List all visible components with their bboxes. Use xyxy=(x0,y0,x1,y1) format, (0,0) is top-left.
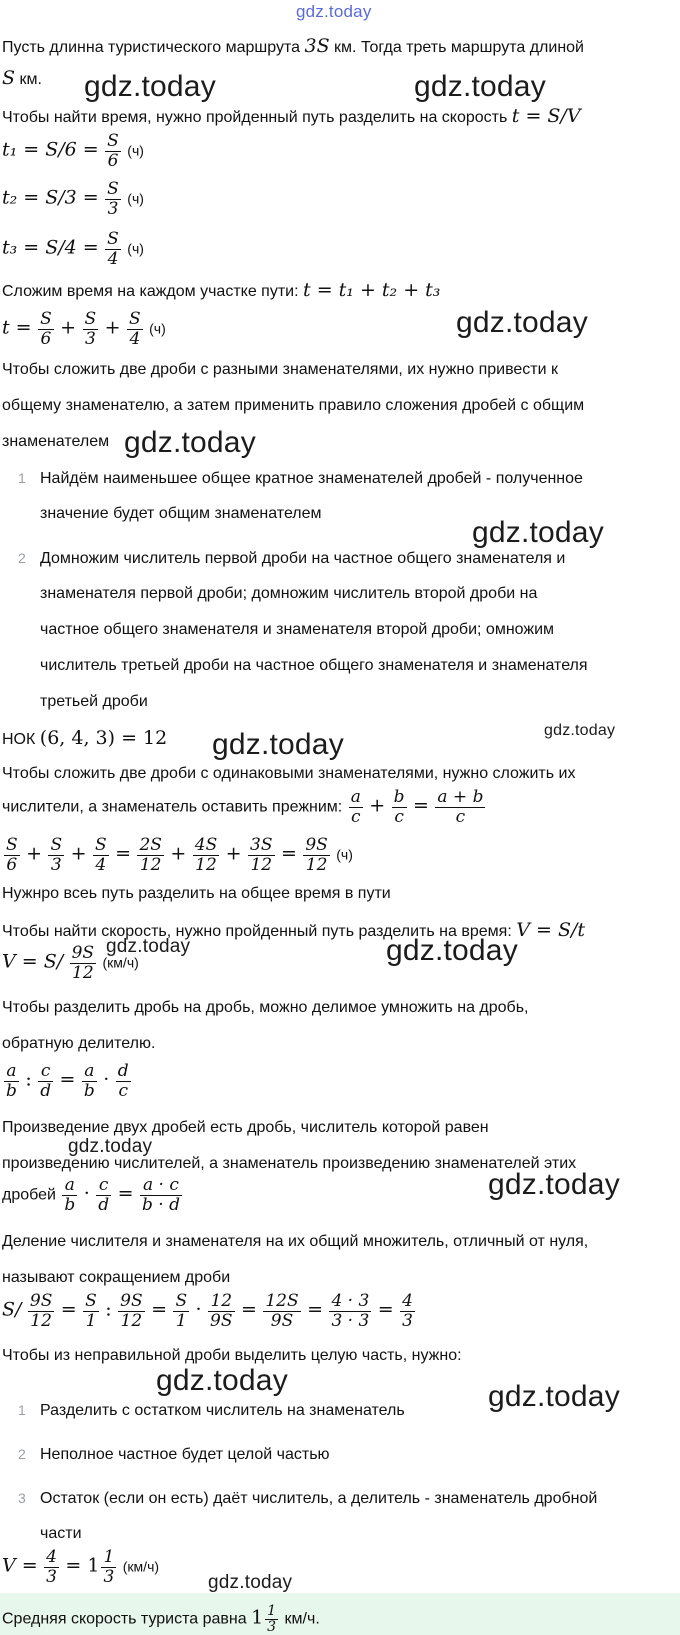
list-item: 1 Разделить с остатком числитель на знаменатель xyxy=(18,1402,405,1419)
text-line: Чтобы найти скорость, нужно пройденный путь разделить на время: V = S/t xyxy=(2,919,585,941)
formula-sum-common: $\frac{S}{6}$ + $\frac{S}{3}$ + $\frac{S}{4}$ = $\frac{2S}{12}$ + $\frac{4S}{12}$ + $\frac{3S}{12}$ = $\frac{9S}{12}$ (ч) xyxy=(6,835,353,875)
list-item-cont: знаменателя первой дроби; домножим числитель второй дроби на xyxy=(40,585,538,602)
formula-divide: $\frac{a}{b}$ : $\frac{c}{d}$ = $\frac{a}{b}$ · $\frac{d}{c}$ xyxy=(6,1061,129,1101)
text-line: общему знаменателю, а затем применить правило сложения дробей с общим xyxy=(2,397,585,414)
list-item: 2 Неполное частное будет целой частью xyxy=(18,1446,330,1463)
watermark: gdz.today xyxy=(414,70,546,103)
header-watermark: gdz.today xyxy=(296,2,372,21)
formula-nok: НОК (6, 4, 3) = 12 xyxy=(2,727,168,749)
list-item: 3 Остаток (если он есть) даёт числитель, а делитель - знаменатель дробной xyxy=(18,1490,598,1507)
formula-t2: t₂ = S/3 = $\frac{S}{3}$ (ч) xyxy=(2,179,144,219)
text-line: называют сокращением дроби xyxy=(2,1269,231,1286)
answer-line: Средняя скорость туриста равна 1 $\frac{1}{3}$ км/ч. xyxy=(2,1603,320,1635)
formula-reduce: S/ $\frac{9S}{12}$ = $\frac{S}{1}$ : $\frac{9S}{12}$ = $\frac{S}{1}$ · $\frac{12}{9S}$ = $\frac{12S}{9S}$ = $\frac{4 \cdot 3}{3 \cdot 3}$ = $\frac{4}{3}$ xyxy=(2,1291,413,1331)
formula-v: V = S/ $\frac{9S}{12}$ (км/ч) xyxy=(2,943,139,983)
list-item: 2 Домножим числитель первой дроби на частное общего знаменателя и xyxy=(18,550,566,567)
watermark: gdz.today xyxy=(208,1572,293,1593)
text-line: Пусть длинна туристического маршрута 3S км. Тогда треть маршрута длиной xyxy=(2,35,584,57)
text-line: Чтобы сложить две дроби с одинаковыми знаменателями, нужно сложить их xyxy=(2,765,576,782)
watermark: gdz.today xyxy=(68,1136,153,1157)
list-item-cont: числитель третьей дроби на частное общего знаменателя и знаменателя xyxy=(40,657,588,674)
watermark: gdz.today xyxy=(544,722,616,739)
text-line: Сложим время на каждом участке пути: t = t₁ + t₂ + t₃ xyxy=(2,279,441,301)
text-line: S км. xyxy=(2,67,42,89)
text-line: Нужнро всеь путь разделить на общее время в пути xyxy=(2,885,391,902)
list-item-cont: частное общего знаменателя и знаменателя второй дроби; омножим xyxy=(40,621,555,638)
text-line: произведению числителей, а знаменатель произведению знаменателей этих xyxy=(2,1155,577,1172)
watermark: gdz.today xyxy=(156,1364,288,1397)
text-line: Чтобы из неправильной дроби выделить целую часть, нужно: xyxy=(2,1347,462,1364)
text-line: Чтобы разделить дробь на дробь, можно делимое умножить на дробь, xyxy=(2,999,529,1016)
watermark: gdz.today xyxy=(488,1380,620,1413)
text-line: Чтобы найти время, нужно пройденный путь разделить на скорость t = S/V xyxy=(2,105,581,127)
text-line: знаменателем xyxy=(2,433,110,450)
formula-t-sum: t = $\frac{S}{6}$ + $\frac{S}{3}$ + $\frac{S}{4}$ (ч) xyxy=(2,309,166,349)
watermark: gdz.today xyxy=(472,516,604,549)
watermark: gdz.today xyxy=(106,936,191,957)
watermark: gdz.today xyxy=(84,70,216,103)
text-line: Произведение двух дробей есть дробь, числитель которой равен xyxy=(2,1119,489,1136)
list-item-cont: части xyxy=(40,1525,82,1542)
text-line: Деление числителя и знаменателя на их общий множитель, отличный от нуля, xyxy=(2,1233,589,1250)
text-line: Чтобы сложить две дроби с разными знаменателями, их нужно привести к xyxy=(2,361,559,378)
watermark: gdz.today xyxy=(212,728,344,761)
list-item-cont: третьей дроби xyxy=(40,693,148,710)
watermark: gdz.today xyxy=(386,934,518,967)
list-item: 1 Найдём наименьшее общее кратное знаменателей дробей - полученное xyxy=(18,470,583,487)
formula-same-denominator: числители, а знаменатель оставить прежним: $\frac{a}{c}$ + $\frac{b}{c}$ = $\frac{a + b}{c}$ xyxy=(2,787,484,827)
formula-product: дробей $\frac{a}{b}$ · $\frac{c}{d}$ = $\frac{a \cdot c}{b \cdot d}$ xyxy=(2,1175,180,1215)
formula-t3: t₃ = S/4 = $\frac{S}{4}$ (ч) xyxy=(2,229,144,269)
watermark: gdz.today xyxy=(456,306,588,339)
formula-v-final: V = $\frac{4}{3}$ = 1 $\frac{1}{3}$ (км/ч) xyxy=(2,1547,160,1587)
formula-t1: t₁ = S/6 = $\frac{S}{6}$ (ч) xyxy=(2,131,144,171)
list-item-cont: значение будет общим знаменателем xyxy=(40,505,322,522)
watermark: gdz.today xyxy=(124,426,256,459)
watermark: gdz.today xyxy=(488,1168,620,1201)
text-line: обратную делителю. xyxy=(2,1035,156,1052)
